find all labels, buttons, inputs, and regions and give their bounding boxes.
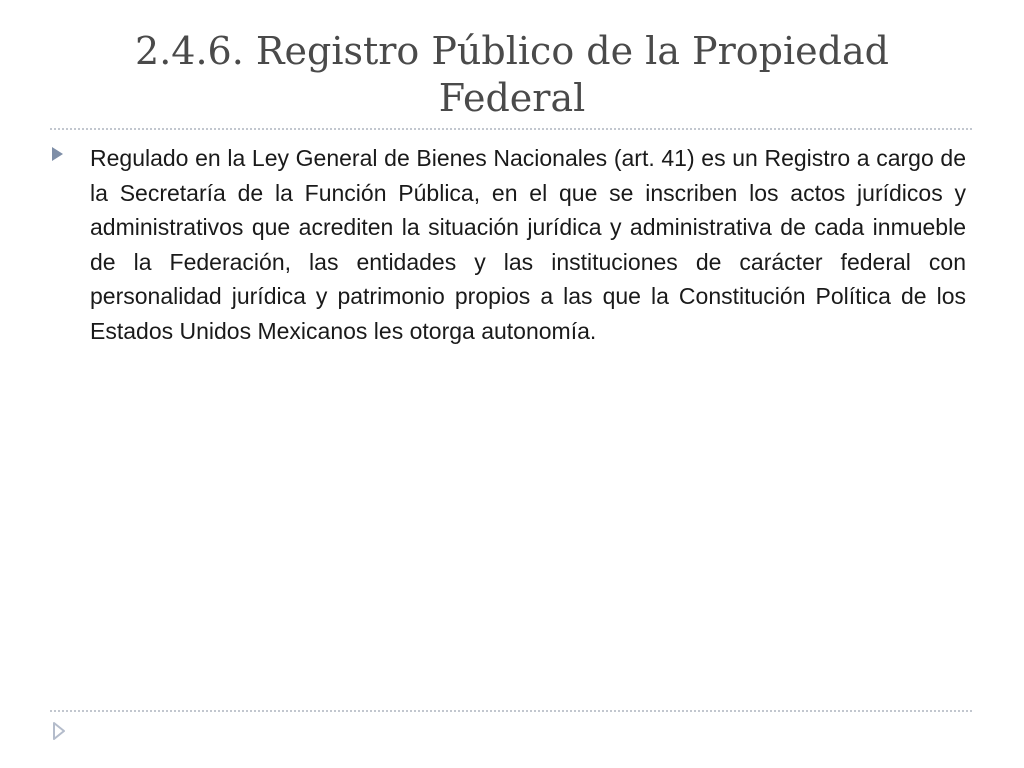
triangle-bullet-icon [52,147,63,161]
next-slide-icon[interactable] [52,722,66,740]
slide-title: 2.4.6. Registro Público de la Propiedad Federal [135,29,889,120]
body-paragraph: Regulado en la Ley General de Bienes Nacionales (art. 41) es un Registro a cargo de la Secretaría de la Función Pública, en el que se inscriben los actos jurídicos y administrativos que acrediten la situación jurídica y administrativa de cada inmueble de la Federación, las entidades y las instituciones de carácter federal con personalidad jurídica y patrimonio propios a las que la Constitución Política de los Estados Unidos Mexicanos les otorga autonomía. [90,145,966,344]
bottom-divider [50,710,972,712]
top-divider [50,128,972,130]
